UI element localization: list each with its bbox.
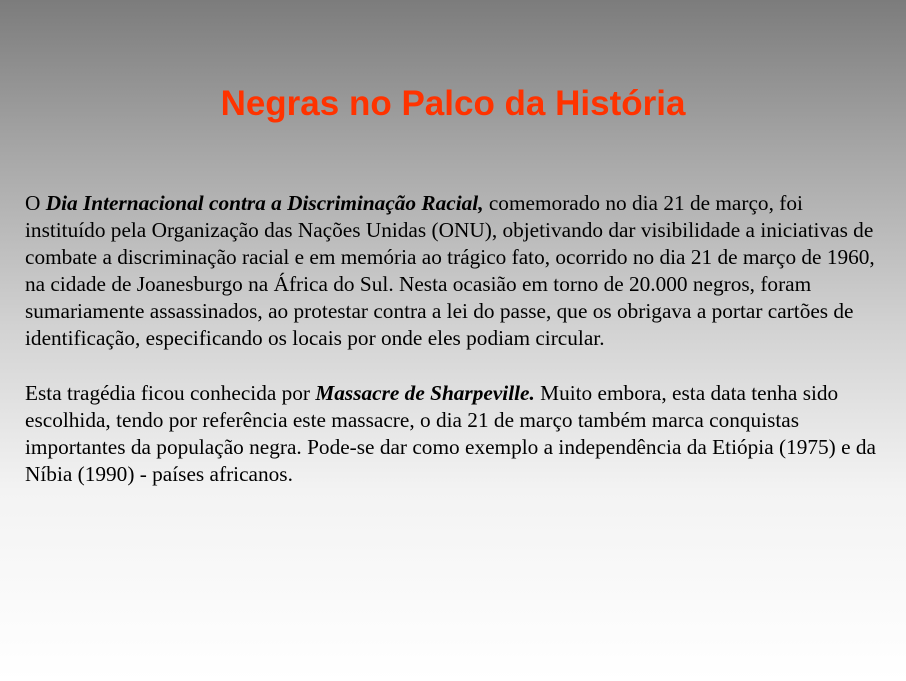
slide-body xyxy=(25,190,887,488)
paragraph-sharpeville xyxy=(25,380,887,488)
paragraph-rest: Muito embora, esta data tenha sido escolhida, tendo por referência este massacre, o dia 21 de março também marca conquistas importantes da população negra. Pode-se dar como exemplo a independência da Etiópia (1975) e da Níbia (1990) - países africanos. xyxy=(25,380,876,486)
emphasis-massacre-sharpeville: Massacre de Sharpeville. xyxy=(315,380,535,405)
slide-title: Negras no Palco da História xyxy=(220,84,686,123)
paragraph-lead: Esta tragédia ficou conhecida por xyxy=(25,380,316,405)
paragraph-lead: O xyxy=(25,191,46,215)
paragraph-rest: comemorado no dia 21 de março, foi instituído pela Organização das Nações Unidas (ONU), objetivando dar visibilidade a iniciativas de combate a discriminação racial e em memória ao trágico fato, ocorrido no dia 21 de março de 1960, na cidade de Joanesburgo na África do Sul. Nesta ocasião em torno de 20.000 negros, foram sumariamente assassinados, ao protestar contra a lei do passe, que os obrigava a portar cartões de identificação, especificando os locais por onde eles podiam circular. xyxy=(25,191,875,351)
emphasis-dia-internacional: Dia Internacional contra a Discriminação Racial, xyxy=(45,191,484,215)
paragraph-dia-internacional xyxy=(25,190,887,353)
